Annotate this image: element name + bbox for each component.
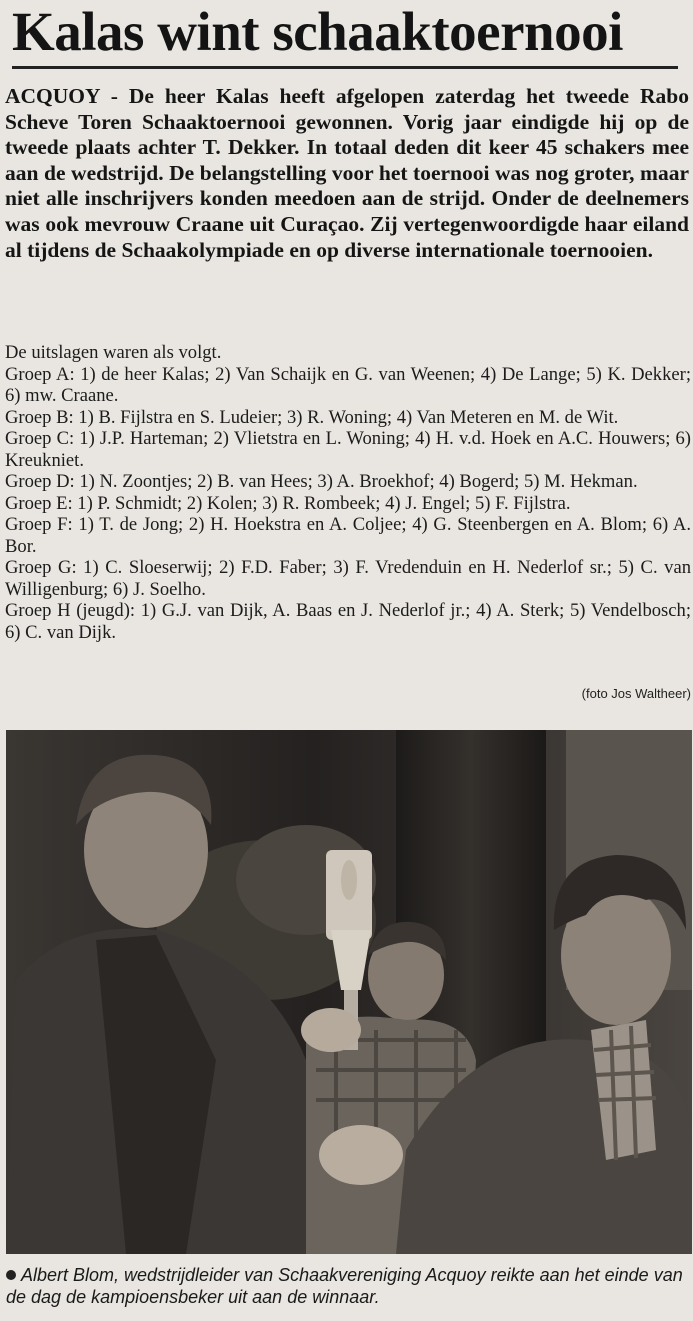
group-result: Groep G: 1) C. Sloeserwij; 2) F.D. Faber; 3) F. Vredenduin en H. Nederlof sr.; 5) C. van Willigenburg; 6) J. Soelho. [5, 557, 691, 600]
headline: Kalas wint schaaktoernooi [12, 1, 623, 62]
group-result: Groep F: 1) T. de Jong; 2) H. Hoekstra en A. Coljee; 4) G. Steenbergen en A. Blom; 6) A. Bor. [5, 514, 691, 557]
group-result: Groep B: 1) B. Fijlstra en S. Ludeier; 3) R. Woning; 4) Van Meteren en M. de Wit. [5, 406, 619, 428]
results-section [5, 342, 691, 643]
photo-illustration [6, 730, 692, 1254]
photo-credit: (foto Jos Waltheer) [581, 686, 691, 701]
group-result: Groep D: 1) N. Zoontjes; 2) B. van Hees; 3) A. Broekhof; 4) Bogerd; 5) M. Hekman. [5, 471, 638, 492]
group-result: Groep E: 1) P. Schmidt; 2) Kolen; 3) R. Rombeek; 4) J. Engel; 5) F. Fijlstra. [5, 492, 571, 514]
results-intro: De uitslagen waren als volgt. [5, 342, 222, 363]
award-photo [6, 730, 692, 1254]
lead-paragraph: ACQUOY - De heer Kalas heeft afgelopen zaterdag het tweede Rabo Scheve Toren Schaaktoernooi gewonnen. Vorig jaar eindigde hij op de tweede plaats achter T. Dekker. In totaal deden dit keer 45 schakers mee aan de wedstrijd. De belangstelling voor het toernooi was nog groter, maar niet alle inschrijvers konden meedoen aan de strijd. Onder de deelnemers was ook mevrouw Craane uit Curaçao. Zij vertegenwoordigde haar eiland al tijdens de Schaakolympiade en op diverse internationale toernooien. [5, 84, 689, 262]
photo-caption [6, 1264, 692, 1308]
group-result: Groep A: 1) de heer Kalas; 2) Van Schaijk en G. van Weenen; 4) De Lange; 5) K. Dekker; 6) mw. Craane. [5, 363, 691, 406]
headline-rule [12, 66, 678, 69]
group-result: Groep H (jeugd): 1) G.J. van Dijk, A. Baas en J. Nederlof jr.; 4) A. Sterk; 5) Vendelbosch; 6) C. van Dijk. [5, 600, 691, 643]
caption-text: Albert Blom, wedstrijdleider van Schaakvereniging Acquoy reikte aan het einde van de dag de kampioensbeker uit aan de winnaar. [6, 1265, 683, 1307]
group-result: Groep C: 1) J.P. Harteman; 2) Vlietstra en L. Woning; 4) H. v.d. Hoek en A.C. Houwers; 6) Kreukniet. [5, 428, 691, 471]
bullet-icon [6, 1270, 16, 1280]
